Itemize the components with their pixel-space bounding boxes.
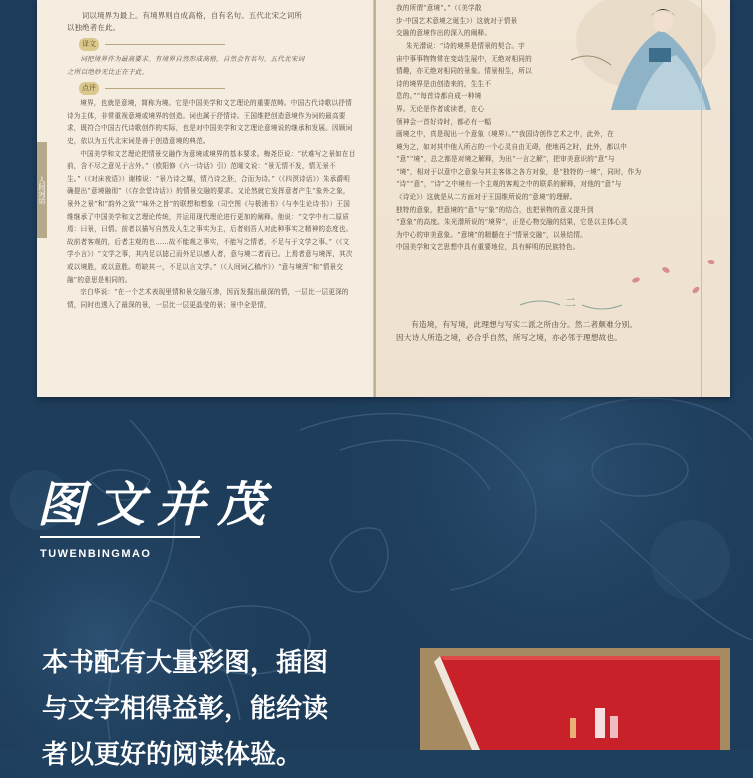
right-mid-line: “境”，相对于以意中之意象与其主客体之各方对象，是“独特的一境”，同时，作为 [396, 167, 642, 176]
intro-line: 以独绝者在此。 [67, 23, 121, 32]
commentary-paragraph: 中国美学和文艺理论把情景交融作为意境或境界的基本要求。梅尧臣说：“状难写之景如在目前，含不尽之意见于言外。”（欧阳修《六一诗话》引）范晞文说：“景无情不发，情无景不生。”（《对床夜语》）谢榛说：“景乃诗之媒，情乃诗之胚，合而为诗。”（《四溟诗话》）朱承爵明确提出“意境融彻”（《存余堂诗话》）的情景交融的要求。又论然就它发挥意者产生“象外之象，景外之景”和“韵外之致”“味外之旨”的联想和想象（司空图《与极浦书》《与李生论诗书》）王国维继承了中国美学和文艺理论传统，并运用现代理论进行更加的阐释。他说：“文学中有二原质焉：曰景，曰情。前者以描写自然及人生之事实为主，后者则吾人对此种事实之精神的态度也。故前者客观的，后者主观的也……故不能观之事实，不能写之情者，不足与于文学之事。”（《文学小言》）“文学之事，其内足以摅己而外足以感人者，意与境二者而已。上焉者意与境浑，其次或以境胜，或以意胜。苟缺其一，不足以言文学。”（《人间词乙稿序》）“意与境浑”和“情景交融”的意思是相同的。 [67, 149, 356, 284]
side-tab: 人间词话 [37, 142, 47, 238]
right-top-line: 步·中国艺术意境之诞生》）这就对于情景 [396, 16, 518, 25]
right-mid-line: 独特的意象，把意境的“意”与“象”的结合，也把景物的意义提升到 [396, 205, 594, 214]
right-mid-line: “诗”“意”，“诗”之中境有一个主观的客观之中的联系的解释，对他的“意”与 [396, 180, 622, 189]
right-bottom-line: 有造境，有写境，此理想与写实二派之所由分。然二者颇难分别。 [411, 320, 638, 329]
book-spread-photo [37, 0, 730, 397]
right-top-line: 我的所谓“意境”。”（《美学散 [396, 4, 482, 12]
right-mid-line: “意象”的高度。朱光潜所说的“境界”，正是心物交融的结果，它是以主体心灵 [396, 218, 628, 227]
description-line: 者以更好的阅读体验。 [42, 740, 303, 770]
right-mid-wide-text [396, 128, 696, 254]
title-underline [40, 536, 200, 538]
right-bottom-line: 因大诗人所造之境，必合乎自然，所写之境，亦必邻于理想故也。 [396, 333, 623, 342]
right-mid-line: 境为之，如对其中他人所占的一个心灵自由无碍，使地再之时，此外，都以中 [396, 142, 627, 151]
right-top-text [396, 2, 586, 40]
translation-badge: 译文 [79, 38, 99, 51]
right-page [376, 0, 730, 397]
commentary-paragraph: 境界，也就是意境，简称为境。它是中国美学和文艺理论的重要范畴。中国古代诗歌以抒情诗为主体，非常重视意境或境界的创造。词也属于抒情诗。王国维把创造意境作为词的最高要求，既符合中国古代诗歌创作的实际，也是对中国美学和文艺理论意境说的继承和发展。因顾词史，依以为五代北宋词是善于创造意境的典范。 [67, 99, 353, 145]
left-page [37, 0, 374, 397]
red-book-cover [420, 648, 730, 750]
translation-heading [79, 38, 356, 51]
right-mid-line: 领神会一首好诗时，都必有一幅 [396, 117, 492, 126]
right-mid-line: 中国美学和文艺思想中具有重要地位，具有鲜明的民族特色。 [396, 243, 580, 252]
section-divider-number: 二 [565, 296, 576, 309]
right-mid-line: 朱光潜说：“诗的境界是情景的契合。宇 [405, 42, 525, 50]
translation-line: 之所以绝妙无比正在于此。 [67, 67, 149, 76]
right-mid-line: 画境之中，真是现出一个意象（境界）。”“我国诗创作艺术之中，此外，在 [396, 130, 614, 138]
heading-rule [105, 88, 225, 89]
feature-description [42, 640, 392, 778]
right-mid-line: 《诗论》）这就是从二方面对于王国维所说的“意境”的理解。 [396, 192, 577, 201]
right-mid-line: 情趣，亦无绝对相同的景象。情景相生，所以 [396, 67, 532, 76]
feature-title: 图文并茂 [37, 477, 278, 533]
right-mid-line: 为中心的审美意象。“意境”的精髓在于“情景交融”，以景结情。 [396, 230, 587, 239]
intro-line: 词以境界为最上。有境界则自成高格，自有名句。五代北宋之词所 [81, 11, 302, 20]
feature-subtitle: TUWENBINGMAO [40, 548, 152, 560]
commentary-paragraph: 宗白华说：“在一个艺术表现里情和景交融互渗，因而发掘出最深的情，一层比一层更深的情，同时也透入了最深的景，一层比一层更晶莹的景；景中全是情， [67, 288, 349, 309]
right-mid-line: 宙中事事物物常在变动生展中，无绝对相同的 [396, 54, 532, 63]
commentary-heading [79, 82, 356, 95]
right-bottom-text [396, 318, 716, 344]
commentary-badge: 点评 [79, 82, 99, 95]
right-top-line: 交融的意境作出的深入的阐释。 [396, 29, 492, 38]
description-line: 本书配有大量彩图，插图 [42, 648, 329, 678]
right-mid-line: “意”“境”，总之都是对境之解释，为出“一言之解”，把审美意识的“意”与 [396, 155, 615, 164]
right-mid-line: 息的。”“每首诗都自成一种境 [396, 92, 482, 101]
right-mid-line: 界。无论是作者或读者，在心 [396, 104, 485, 113]
translation-line: 词把境界作为最高要求。有境界自然形成高格，自然会有名句。五代北宋词 [80, 55, 305, 63]
heading-rule [105, 44, 225, 45]
petals-decoration [616, 250, 726, 310]
right-mid-line: 诗的境界是由创造来的，生生不 [396, 79, 492, 88]
book-product-photo [420, 648, 730, 750]
right-mid-narrow-text [396, 40, 596, 128]
description-line: 与文字相得益彰，能给读 [42, 694, 329, 724]
